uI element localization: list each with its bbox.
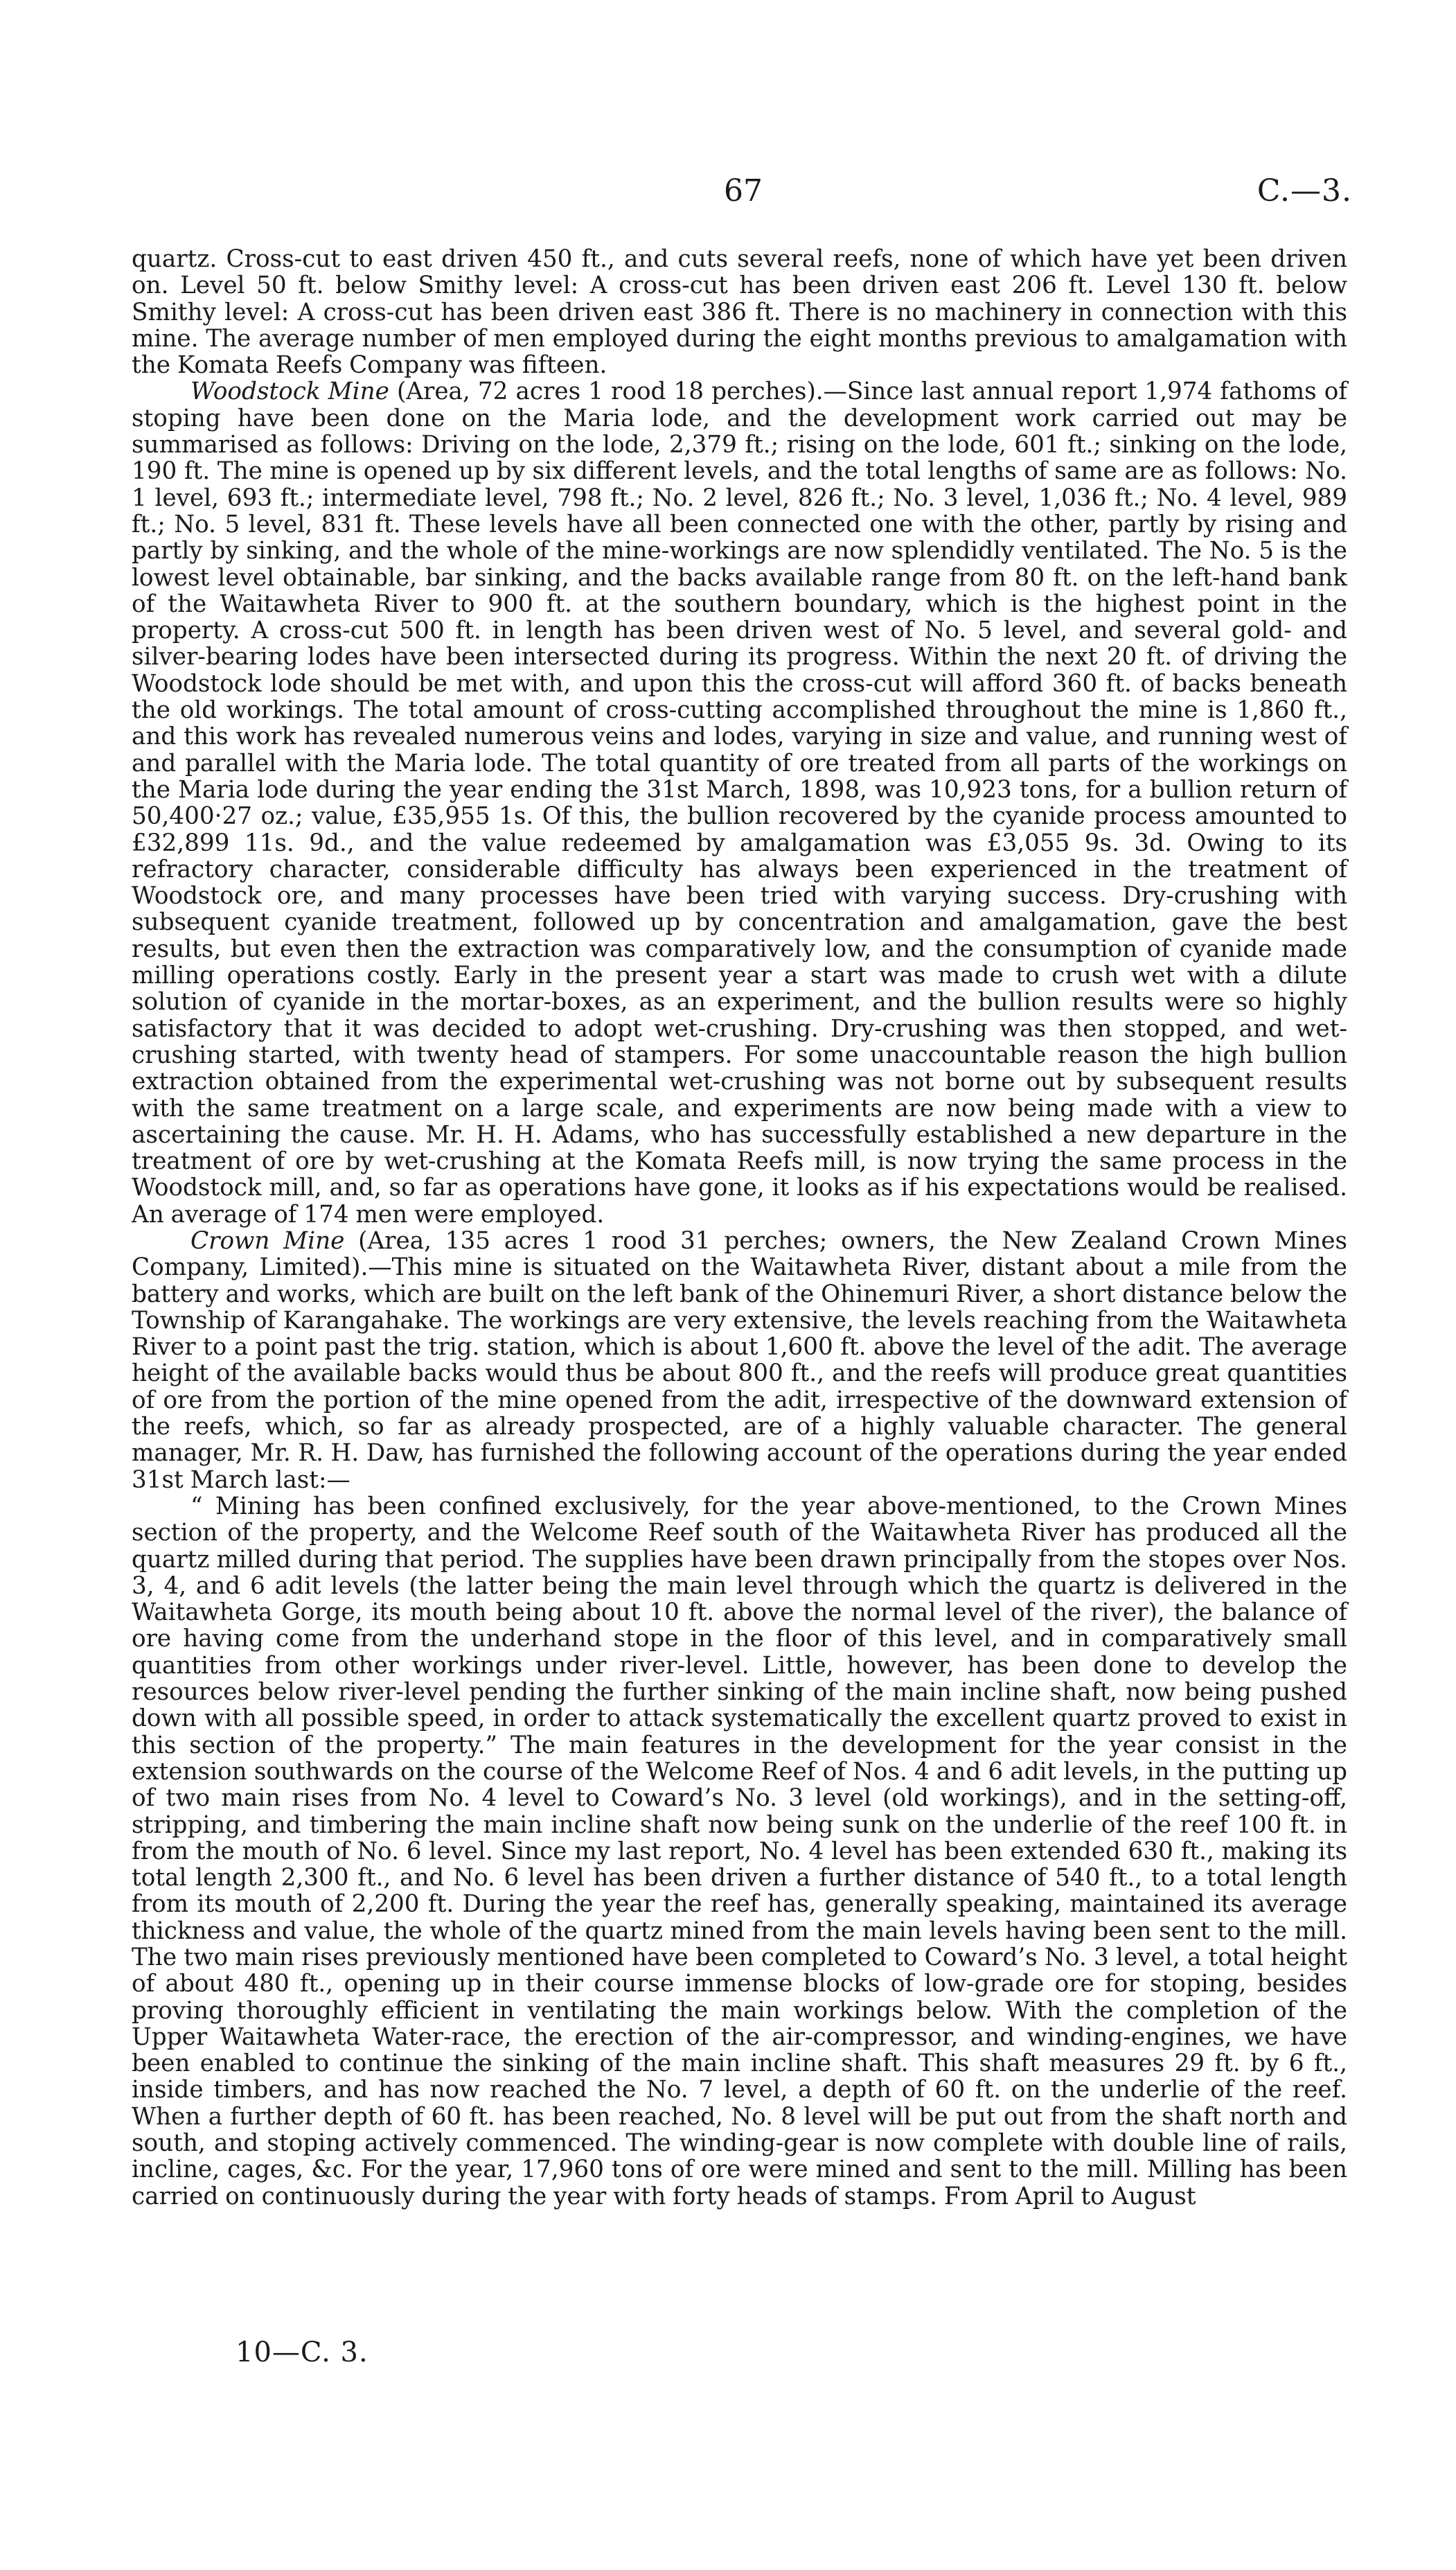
mine-heading: Crown Mine bbox=[190, 1226, 345, 1255]
paragraph-manager-account bbox=[132, 1493, 1347, 2210]
paragraph-woodstock-mine bbox=[132, 378, 1347, 1228]
paragraph-text: quartz. Cross-cut to east driven 450 ft., and cuts several reefs, none of which have yet been driven on. Level 50 ft. below Smithy level: A cross-cut has been driven east 206 ft. Level 130 ft. below Smithy level: A cross-cut has been driven east 386 ft. There is no machinery in connection with this mine. The average number of men employed during the eight months previous to amalgamation with the Komata Reefs Company was fifteen. bbox=[132, 245, 1347, 380]
paragraph-crown-mine bbox=[132, 1228, 1347, 1493]
paragraph-komata-continuation bbox=[132, 246, 1347, 378]
page-header bbox=[0, 173, 1456, 222]
signature-mark: 10—C. 3. bbox=[236, 2336, 369, 2368]
mine-heading: Woodstock Mine bbox=[190, 378, 389, 406]
document-reference: C.—3. bbox=[1257, 173, 1352, 209]
page-number: 67 bbox=[724, 173, 763, 209]
paragraph-text: (Area, 72 acres 1 rood 18 perches).—Since last annual report 1,974 fathoms of stoping have been done on the Maria lode, and the development work carried out may be summarised as follows: Driving on the lode, 2,379 ft.; rising on the lode, 601 ft.; sinking on the lode, 190 ft. The mine is opened up by six different levels, and the total lengths of same are as follows: No. 1 level, 693 ft.; intermediate level, 798 ft.; No. 2 level, 826 ft.; No. 3 level, 1,036 ft.; No. 4 level, 989 ft.; No. 5 level, 831 ft. These levels have all been connected one with the other, partly by rising and partly by sinking, and the whole of the mine-workings are now splendidly ventilated. The No. 5 is the lowest level obtainable, bar sinking, and the backs available range from 80 ft. on the left-hand bank of the Waitawheta River to 900 ft. at the southern boundary, which is the highest point in the property. A cross-cut 500 ft. in length has been driven west of No. 5 level, and several gold- and silver-bearing lodes have been intersected during its progress. Within the next 20 ft. of driving the Woodstock lode should be met with, and upon this the cross-cut will afford 360 ft. of backs beneath the old workings. The total amount of cross-cutting accomplished throughout the mine is 1,860 ft., and this work has revealed numerous veins and lodes, varying in size and value, and running west of and parallel with the Maria lode. The total quantity of ore treated from all parts of the workings on the Maria lode during the year ending the 31st March, 1898, was 10,923 tons, for a bullion return of 50,400·27 oz.; value, £35,955 1s. Of this, the bullion recovered by the cyanide process amounted to £32,899 11s. 9d., and the value redeemed by amalgamation was £3,055 9s. 3d. Owing to its refractory character, considerable difficulty has always been experienced in the treatment of Woodstock ore, and many processes have been tried with varying success. Dry-crushing with subsequent cyanide treatment, followed up by concentration and amalgamation, gave the best results, but even then the extraction was comparatively low, and the consumption of cyanide made milling operations costly. Early in the present year a start was made to crush wet with a dilute solution of cyanide in the mortar-boxes, as an experiment, and the bullion results were so highly satisfactory that it was decided to adopt wet-crushing. Dry-crushing was then stopped, and wet-crushing started, with twenty head of stampers. For some unaccountable reason the high bullion extraction obtained from the experimental wet-crushing was not borne out by subsequent results with the same treatment on a large scale, and experiments are now being made with a view to ascertaining the cause. Mr. H. H. Adams, who has successfully established a new departure in the treatment of ore by wet-crushing at the Komata Reefs mill, is now trying the same process in the Woodstock mill, and, so far as operations have gone, it looks as if his expectations would be realised. An average of 174 men were employed. bbox=[132, 378, 1348, 1229]
body-text bbox=[132, 246, 1347, 2210]
paragraph-text: “ Mining has been confined exclusively, for the year above-mentioned, to the Crown Mines section of the property, and the Welcome Reef south of the Waitawheta River has produced all the quartz milled during that period. The supplies have been drawn principally from the stopes over Nos. 3, 4, and 6 adit levels (the latter being the main level through which the quartz is delivered in the Waitawheta Gorge, its mouth being about 10 ft. above the normal level of the river), the balance of ore having come from the underhand stope in the floor of this level, and in comparatively small quantities from other workings under river-level. Little, however, has been done to develop the resources below river-level pending the further sinking of the main incline shaft, now being pushed down with all possible speed, in order to attack systematically the excellent quartz proved to exist in this section of the property.” The main features in the development for the year consist in the extension southwards on the course of the Welcome Reef of Nos. 4 and 6 adit levels, in the putting up of two main rises from No. 4 level to Coward’s No. 3 level (old workings), and in the setting-off, stripping, and timbering the main incline shaft now being sunk on the underlie of the reef 100 ft. in from the mouth of No. 6 level. Since my last report, No. 4 level has been extended 630 ft., making its total length 2,300 ft., and No. 6 level has been driven a further distance of 540 ft., to a total length from its mouth of 2,200 ft. During the year the reef has, generally speaking, maintained its average thickness and value, the whole of the quartz mined from the main levels having been sent to the mill. The two main rises previously mentioned have been completed to Coward’s No. 3 level, a total height of about 480 ft., opening up in their course immense blocks of low-grade ore for stoping, besides proving thoroughly efficient in ventilating the main workings below. With the completion of the Upper Waitawheta Water-race, the erection of the air-compressor, and winding-engines, we have been enabled to continue the sinking of the main incline shaft. This shaft measures 29 ft. by 6 ft., inside timbers, and has now reached the No. 7 level, a depth of 60 ft. on the underlie of the reef. When a further depth of 60 ft. has been reached, No. 8 level will be put out from the shaft north and south, and stoping actively commenced. The winding-gear is now complete with double line of rails, incline, cages, &c. For the year, 17,960 tons of ore were mined and sent to the mill. Milling has been carried on continuously during the year with forty heads of stamps. From April to August bbox=[132, 1492, 1347, 2210]
paragraph-text: (Area, 135 acres 1 rood 31 perches; owners, the New Zealand Crown Mines Company, Limited).—This mine is situated on the Waitawheta River, distant about a mile from the battery and works, which are built on the left bank of the Ohinemuri River, a short distance below the Township of Karangahake. The workings are very extensive, the levels reaching from the Waitawheta River to a point past the trig. station, which is about 1,600 ft. above the level of the adit. The average height of the available backs would thus be about 800 ft., and the reefs will produce great quantities of ore from the portion of the mine opened from the adit, irrespective of the downward extension of the reefs, which, so far as already prospected, are of a highly valuable character. The general manager, Mr. R. H. Daw, has furnished the following account of the operations during the year ended 31st March last:— bbox=[132, 1226, 1348, 1494]
